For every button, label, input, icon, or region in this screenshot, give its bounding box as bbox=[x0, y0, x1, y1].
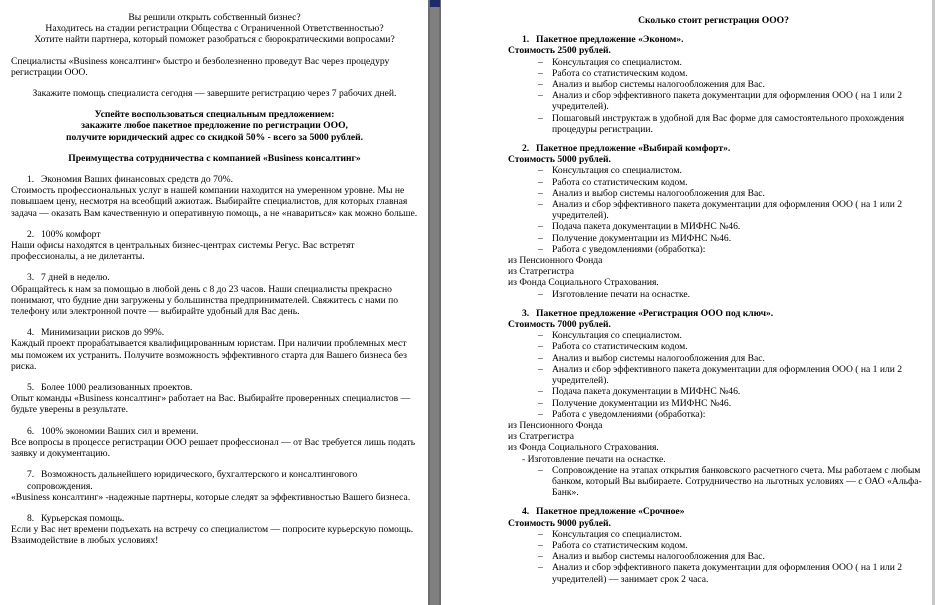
list-number: 2. bbox=[27, 228, 35, 240]
list-number: 1. bbox=[27, 174, 35, 186]
promo-line: получите юридический адрес со скидкой 50% - всего за 5000 рублей. bbox=[65, 131, 364, 143]
list-number: 3. bbox=[522, 307, 530, 319]
list-item: – Консультация со специалистом. bbox=[538, 57, 925, 68]
page-gutter bbox=[428, 0, 441, 605]
list-item: – Анализ и сбор эффективного пакета документации для оформления ООО ( на 1 или 2 учредителей) — занимает срок 2 часа. bbox=[538, 562, 925, 584]
list-item: - Изготовление печати на оснастке. bbox=[522, 453, 666, 465]
paragraph: Закажите помощь специалиста сегодня — завершите регистрацию через 7 рабочих дней. bbox=[32, 88, 397, 100]
package-price: Стоимость 9000 рублей. bbox=[508, 517, 611, 529]
list-item: – Консультация со специалистом. bbox=[538, 529, 925, 540]
list-item: – Анализ и выбор системы налогообложения для Вас. bbox=[538, 79, 925, 90]
advantage-title bbox=[11, 469, 418, 491]
notice-source: из Статрегистра bbox=[508, 431, 574, 443]
spacer bbox=[11, 503, 418, 513]
list-item: – Пошаговый инструктаж в удобной для Вас форме для самостоятельного прохождения процедуры регистрации. bbox=[538, 113, 925, 135]
advantage-text: Стоимость профессиональных услуг в нашей компании находится на умеренном уровне. Мы не повышаем цену, несмотря на всеобщий ажиотаж. Выбирайте специалистов, для которых главная задача — оказать Вам качественную и оперативную помощь, а не «навариться» как можно больше. bbox=[11, 185, 418, 219]
advantage-title-text: 7 дней в неделю. bbox=[41, 272, 110, 284]
package-name: Пакетное предложение «Эконом». bbox=[536, 34, 684, 46]
list-number: 4. bbox=[27, 327, 35, 339]
advantage-title-text: Минимизации рисков до 99%. bbox=[41, 327, 165, 339]
list-item: – Получение документации из МИФНС №46. bbox=[538, 233, 925, 244]
spacer bbox=[11, 219, 418, 229]
package-title bbox=[508, 506, 925, 517]
intro-line: Находитесь на стадии регистрации Общества с Ограниченной Ответственностью? bbox=[45, 23, 384, 35]
package-title bbox=[508, 34, 925, 45]
package-name: Пакетное предложение «Срочное» bbox=[536, 506, 685, 518]
list-item: – Анализ и выбор системы налогообложения для Вас. bbox=[538, 188, 925, 199]
list-item: – Анализ и сбор эффективного пакета документации для оформления ООО ( на 1 или 2 учредителей). bbox=[538, 199, 925, 221]
list-item: – Анализ и сбор эффективного пакета документации для оформления ООО ( на 1 или 2 учредителей). bbox=[538, 90, 925, 112]
package-name: Пакетное предложение «Выбирай комфорт». bbox=[536, 143, 731, 155]
document-page-right bbox=[441, 0, 935, 605]
package-items bbox=[508, 165, 925, 255]
advantage-text: Каждый проект прорабатывается квалифицированным юристам. При наличии проблемных мест мы поможем их устранить. Получите возможность эффективного старта для Вашего бизнеса без риска. bbox=[11, 338, 407, 372]
list-number: 2. bbox=[522, 143, 530, 155]
document-page-left bbox=[0, 0, 428, 605]
section-heading: Преимущества сотрудничества с компанией «Business консалтинг» bbox=[68, 152, 361, 164]
spacer bbox=[11, 262, 418, 272]
intro-line: Хотите найти партнера, который поможет разобраться с бюрократическими вопросами? bbox=[34, 34, 395, 46]
advantage-title-text: Возможность дальнейшего юридического, бухгалтерского и консалтингового сопровождения. bbox=[27, 469, 358, 492]
list-item: – Анализ и выбор системы налогообложения для Вас. bbox=[538, 353, 925, 364]
list-item: – Работа с уведомлениями (обработка): bbox=[538, 409, 925, 420]
paragraph: Специалисты «Business консалтинг» быстро и безболезненно проведут Вас через процедуру регистрации ООО. bbox=[11, 55, 390, 78]
list-item: – Консультация со специалистом. bbox=[538, 165, 925, 176]
notice-source: из Фонда Социального Страхования. bbox=[508, 442, 659, 454]
list-item: – Получение документации из МИФНС №46. bbox=[538, 398, 925, 409]
advantage-title bbox=[11, 229, 418, 240]
spacer bbox=[11, 547, 418, 557]
advantage-title bbox=[11, 513, 418, 524]
spacer bbox=[11, 459, 418, 469]
list-number: 3. bbox=[27, 272, 35, 284]
list-item: – Работа со статистическим кодом. bbox=[538, 68, 925, 79]
list-item: – Анализ и выбор системы налогообложения для Вас. bbox=[538, 551, 925, 562]
package-price: Стоимость 7000 рублей. bbox=[508, 319, 611, 331]
advantage-title bbox=[11, 174, 418, 185]
package-items-extra bbox=[508, 465, 925, 499]
list-item: – Сопровождение на этапах открытия банковского расчетного счета. Мы работаем с любым банком, который Вы выбираете. Сотрудничество на льготных условиях — с ОАО «Альфа-Банк». bbox=[538, 465, 925, 499]
list-item: – Изготовление печати на оснастке. bbox=[538, 289, 925, 300]
package-name: Пакетное предложение «Регистрация ООО под ключ». bbox=[536, 307, 774, 319]
list-number: 4. bbox=[522, 506, 530, 518]
advantage-title bbox=[11, 327, 418, 338]
advantage-text: Опыт команды «Business консалтинг» работает на Вас. Выбирайте проверенных специалистов — будьте уверены в результате. bbox=[11, 393, 411, 416]
advantages-list bbox=[11, 174, 418, 556]
advantage-title-text: Экономия Ваших финансовых средств до 70%. bbox=[41, 174, 234, 186]
spacer bbox=[11, 416, 418, 426]
advantage-title-text: Более 1000 реализованных проектов. bbox=[41, 382, 193, 394]
list-number: 1. bbox=[522, 34, 530, 46]
list-number: 7. bbox=[27, 469, 35, 481]
spacer bbox=[11, 317, 418, 327]
package-title bbox=[508, 308, 925, 319]
package-title bbox=[508, 143, 925, 154]
list-item: – Подача пакета документации в МИФНС №46. bbox=[538, 221, 925, 232]
list-item: – Работа со статистическим кодом. bbox=[538, 540, 925, 551]
promo-line: закажите любое пакетное предложение по регистрации ООО, bbox=[81, 120, 348, 132]
package-items-extra bbox=[508, 289, 925, 300]
package-price: Стоимость 2500 рублей. bbox=[508, 45, 611, 57]
intro-line: Вы решили открыть собственный бизнес? bbox=[128, 12, 301, 23]
advantage-title-text: Курьерская помощь. bbox=[41, 512, 125, 524]
package-items bbox=[508, 57, 925, 135]
packages-list bbox=[508, 34, 925, 585]
advantage-text: Если у Вас нет времени подъехать на встречу со специалистом — попросите курьерскую помощь. Взаимодействие в любых условиях! bbox=[11, 524, 414, 547]
package-items bbox=[508, 330, 925, 420]
list-number: 8. bbox=[27, 512, 35, 524]
advantage-title bbox=[11, 426, 418, 437]
advantage-text: Обращайтесь к нам за помощью в любой день с 8 до 23 часов. Наши специалисты прекрасно понимают, что будние дни загружены у большинства предпринимателей. Свяжитесь с нами по телефону или электронной почте — выбирайте удобный для Вас день. bbox=[11, 283, 399, 318]
promo-line: Успейте воспользоваться специальным предложением: bbox=[94, 109, 335, 121]
advantage-title-text: 100% экономии Ваших сил и времени. bbox=[41, 425, 199, 437]
list-item: – Работа со статистическим кодом. bbox=[538, 177, 925, 188]
list-item: – Работа со статистическим кодом. bbox=[538, 341, 925, 352]
notice-source: из Фонда Социального Страхования. bbox=[508, 277, 659, 289]
advantage-text: «Business консалтинг» -надежные партнеры, которые следят за эффективностью Вашего бизнеса. bbox=[11, 491, 411, 503]
advantage-text: Все вопросы в процессе регистрации ООО решает профессионал — от Вас требуется лишь подать заявку и документацию. bbox=[11, 436, 416, 460]
notice-source: из Статрегистра bbox=[508, 266, 574, 278]
notice-source: из Пенсионного Фонда bbox=[508, 255, 603, 267]
advantage-title bbox=[11, 382, 418, 393]
advantage-title bbox=[11, 272, 418, 283]
section-heading: Сколько стоит регистрация ООО? bbox=[638, 15, 789, 26]
list-item: – Анализ и сбор эффективного пакета документации для оформления ООО ( на 1 или 2 учредителей). bbox=[538, 364, 925, 386]
package-items bbox=[508, 529, 925, 585]
list-number: 6. bbox=[27, 425, 35, 437]
advantage-text: Наши офисы находятся в центральных бизнес-центрах системы Регус. Вас встретят профессионалы, а не дилетанты. bbox=[11, 240, 355, 263]
list-item: – Работа с уведомлениями (обработка): bbox=[538, 244, 925, 255]
spacer bbox=[11, 372, 418, 382]
package-price: Стоимость 5000 рублей. bbox=[508, 154, 611, 166]
notice-source: из Пенсионного Фонда bbox=[508, 419, 603, 431]
advantage-title-text: 100% комфорт bbox=[41, 228, 101, 240]
list-item: – Подача пакета документации в МИФНС №46. bbox=[538, 386, 925, 397]
list-item: – Консультация со специалистом. bbox=[538, 330, 925, 341]
list-number: 5. bbox=[27, 382, 35, 394]
